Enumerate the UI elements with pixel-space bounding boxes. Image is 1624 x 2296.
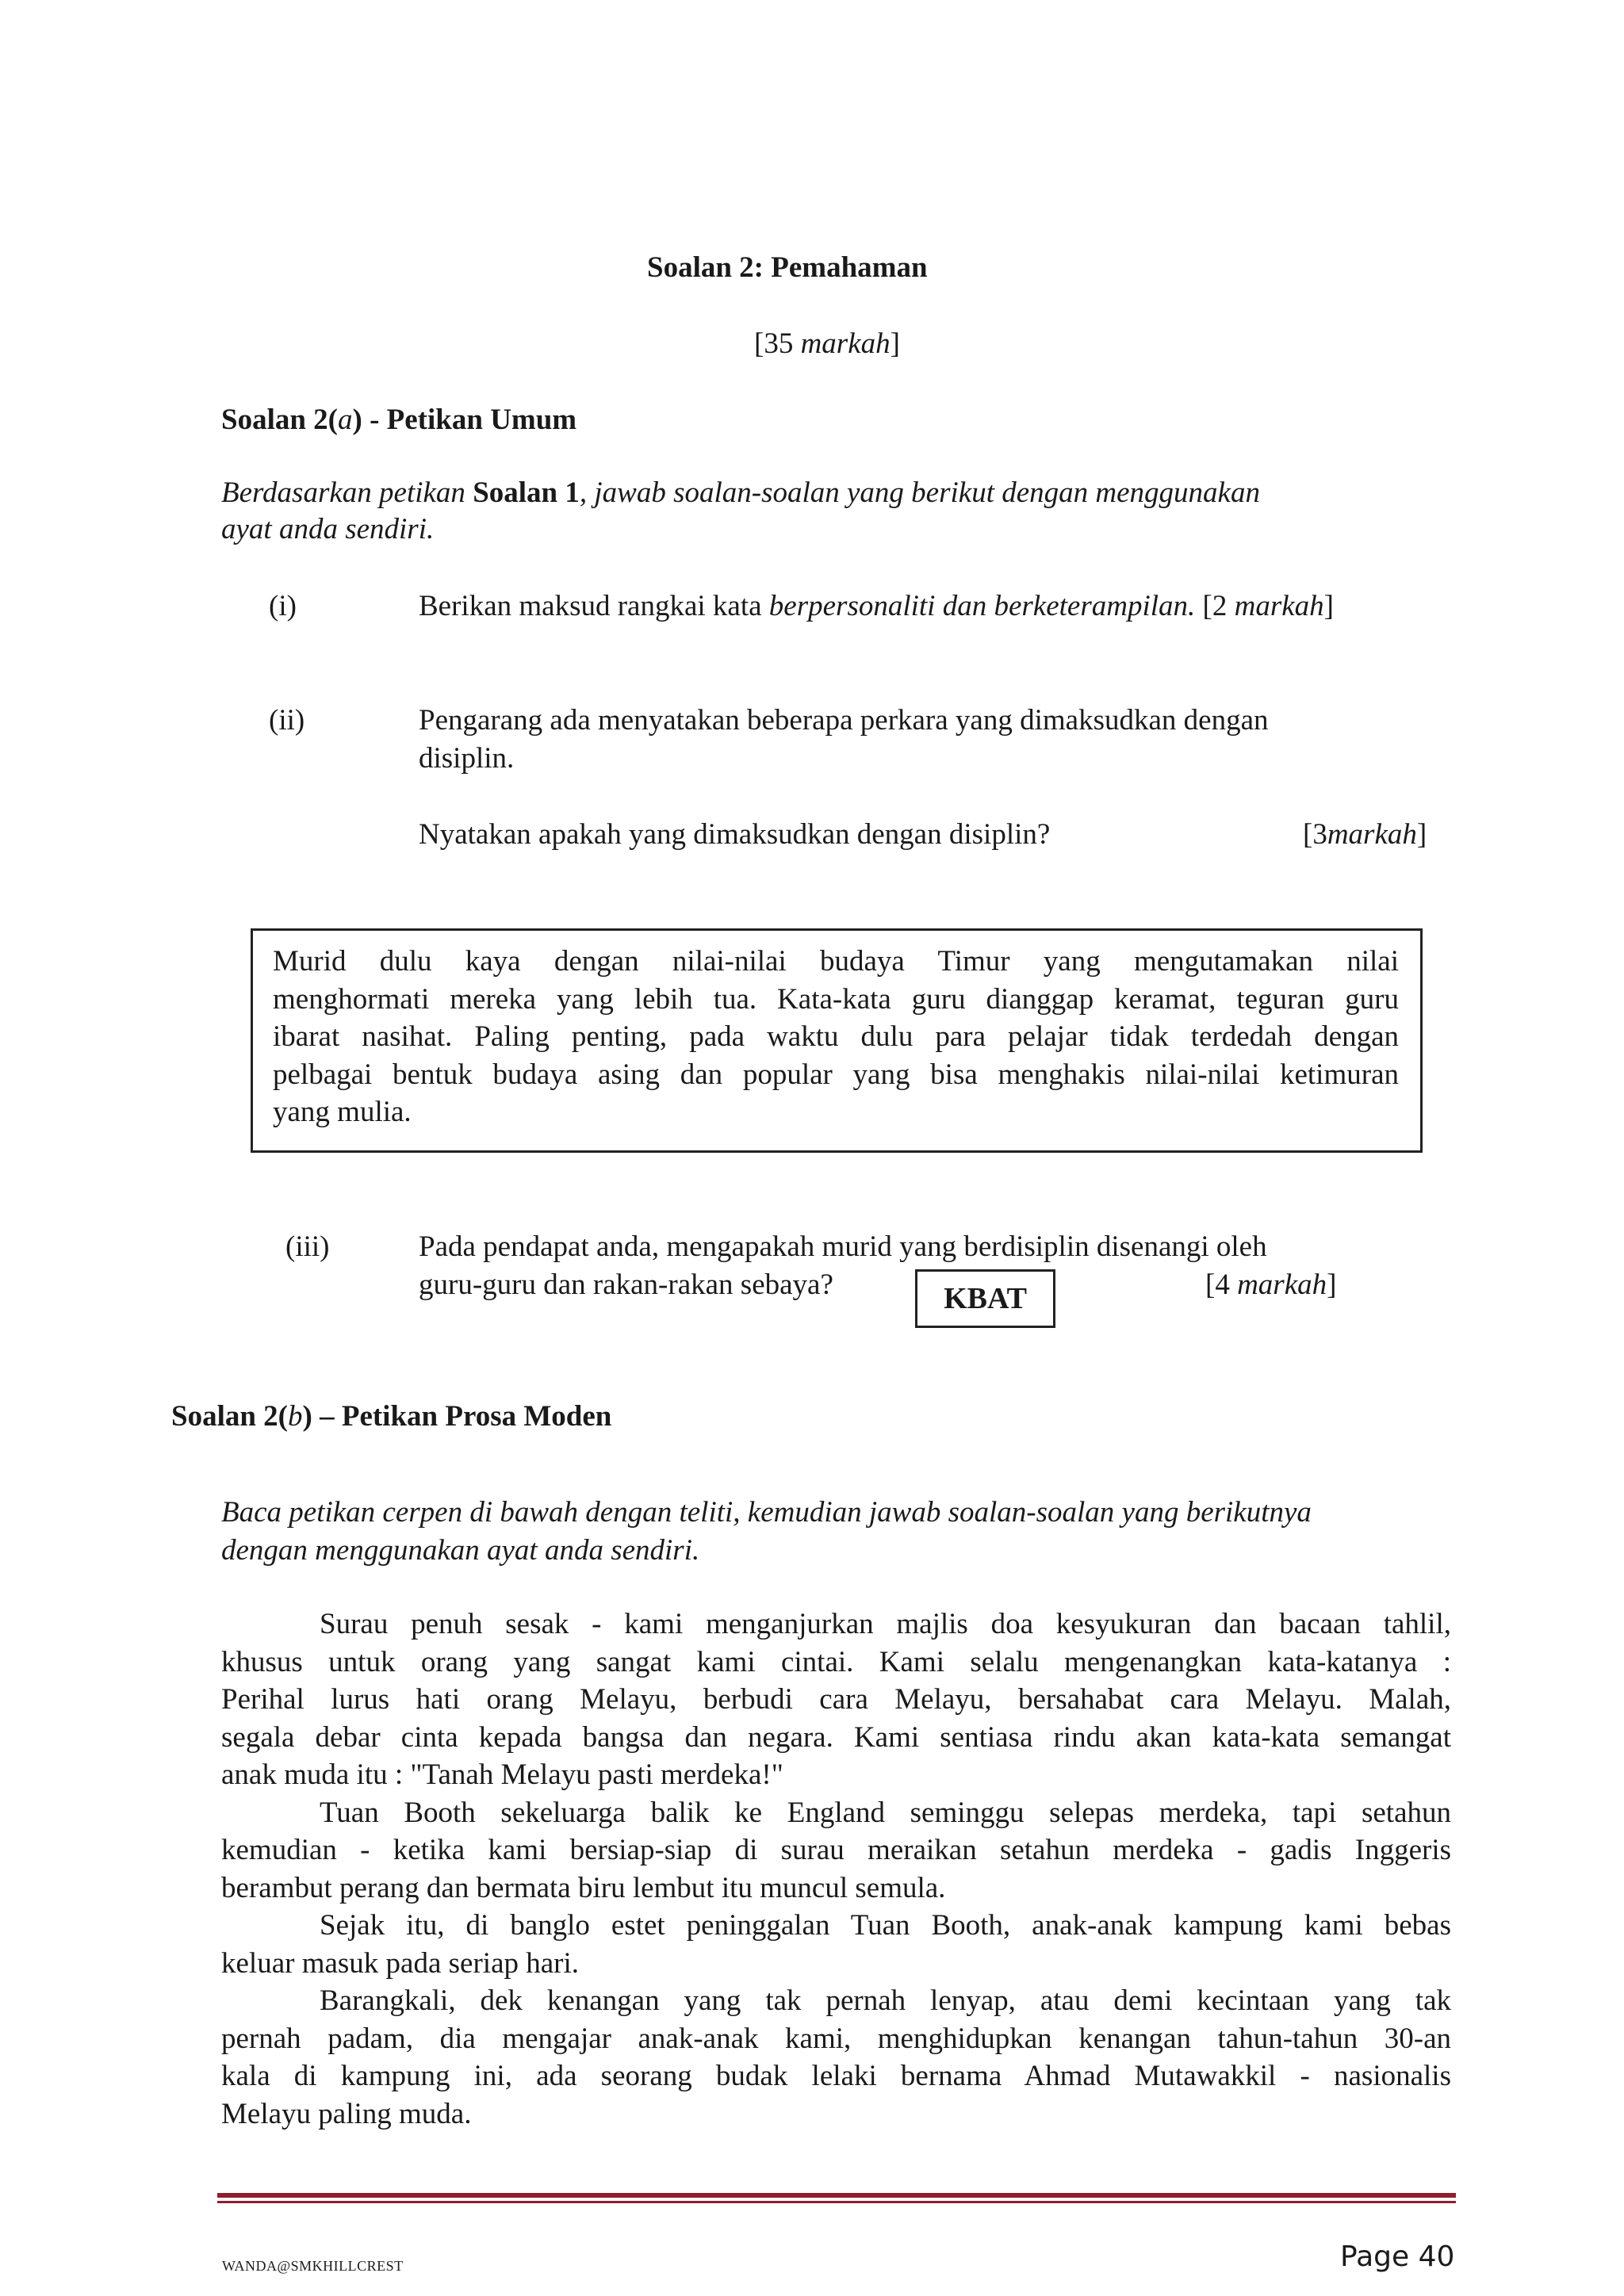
prose-line: berambut perang dan bermata biru lembut itu muncul semula. [221,1871,946,1904]
quoted-passage-box [251,928,1423,1153]
prose-line: Barangkali, dek kenangan yang tak pernah lenyap, atau demi kecintaan yang tak [320,1984,1451,2017]
page-number: Page 40 [1340,2241,1455,2273]
passage-line: yang mulia. [273,1096,412,1128]
prose-line: Tuan Booth sekeluarga balik ke England seminggu selepas merdeka, tapi setahun [320,1796,1451,1829]
footer-rule-thick [217,2193,1456,2198]
question-2-line3: Nyatakan apakah yang dimaksudkan dengan disiplin? [419,818,1051,851]
prose-line: Melayu paling muda. [221,2097,472,2130]
passage-line: Murid dulu kaya dengan nilai-nilai budaya Timur yang mengutamakan nilai [273,945,1399,978]
page-title: Soalan 2: Pemahaman [647,251,928,284]
question-2-line2: disiplin. [419,742,515,775]
question-2-number: (ii) [269,704,305,737]
passage-line: pelbagai bentuk budaya asing dan popular yang bisa menghakis nilai-nilai ketimuran [273,1058,1399,1091]
prose-line: pernah padam, dia mengajar anak-anak kami, menghidupkan kenangan tahun-tahun 30-an [221,2022,1451,2055]
section-a-instruction: Berdasarkan petikan Soalan 1, jawab soalan-soalan yang berikut dengan menggunakan [221,476,1260,509]
prose-passage [221,1605,1451,2133]
prose-line: anak muda itu : "Tanah Melayu pasti merdeka!" [221,1758,783,1791]
question-3-line1: Pada pendapat anda, mengapakah murid yang berdisiplin disenangi oleh [419,1230,1267,1263]
question-1-text: Berikan maksud rangkai kata berpersonaliti dan berketerampilan. [2 markah] [419,590,1334,622]
passage-line: ibarat nasihat. Paling penting, pada waktu dulu para pelajar tidak terdedah dengan [273,1020,1399,1053]
prose-line: segala debar cinta kepada bangsa dan negara. Kami sentiasa rindu akan kata-kata semangat [221,1720,1451,1754]
question-3-number: (iii) [285,1230,330,1263]
question-3-line2: guru-guru dan rakan-rakan sebaya? [419,1269,833,1301]
kbat-badge: KBAT [915,1269,1055,1328]
section-a-heading: Soalan 2(a) - Petikan Umum [221,404,577,436]
quoted-passage [273,943,1399,1131]
prose-line: kemudian - ketika kami bersiap-siap di surau meraikan setahun merdeka - gadis Inggeris [221,1834,1451,1866]
footer-rule-thin [217,2201,1456,2203]
section-a-instruction-line2: ayat anda sendiri. [221,513,435,545]
prose-line: kala di kampung ini, ada seorang budak lelaki bernama Ahmad Mutawakkil - nasionalis [221,2060,1451,2092]
question-1-number: (i) [269,590,297,622]
section-b-heading: Soalan 2(b) – Petikan Prosa Moden [171,1400,612,1433]
prose-line: Sejak itu, di banglo estet peninggalan Tuan Booth, anak-anak kampung kami bebas [320,1909,1451,1942]
section-b-instruction-line1: Baca petikan cerpen di bawah dengan teliti, kemudian jawab soalan-soalan yang berikutnya [221,1496,1312,1529]
section-b-instruction-line2: dengan menggunakan ayat anda sendiri. [221,1534,700,1567]
question-3-marks: [4 markah] [1205,1269,1337,1301]
footer-author: WANDA@SMKHILLCREST [222,2258,404,2274]
prose-line: keluar masuk pada seriap hari. [221,1946,580,1980]
question-2-marks: [3markah] [1303,818,1427,851]
prose-line: Perihal lurus hati orang Melayu, berbudi cara Melayu, bersahabat cara Melayu. Malah, [221,1683,1451,1716]
prose-line: khusus untuk orang yang sangat kami cintai. Kami selalu mengenangkan kata-katanya : [221,1645,1451,1678]
question-2-line1: Pengarang ada menyatakan beberapa perkara yang dimaksudkan dengan [419,704,1269,737]
passage-line: menghormati mereka yang lebih tua. Kata-kata guru dianggap keramat, teguran guru [273,982,1399,1016]
total-marks: [35 markah] [754,327,900,360]
prose-line: Surau penuh sesak - kami menganjurkan majlis doa kesyukuran dan bacaan tahlil, [320,1608,1451,1640]
